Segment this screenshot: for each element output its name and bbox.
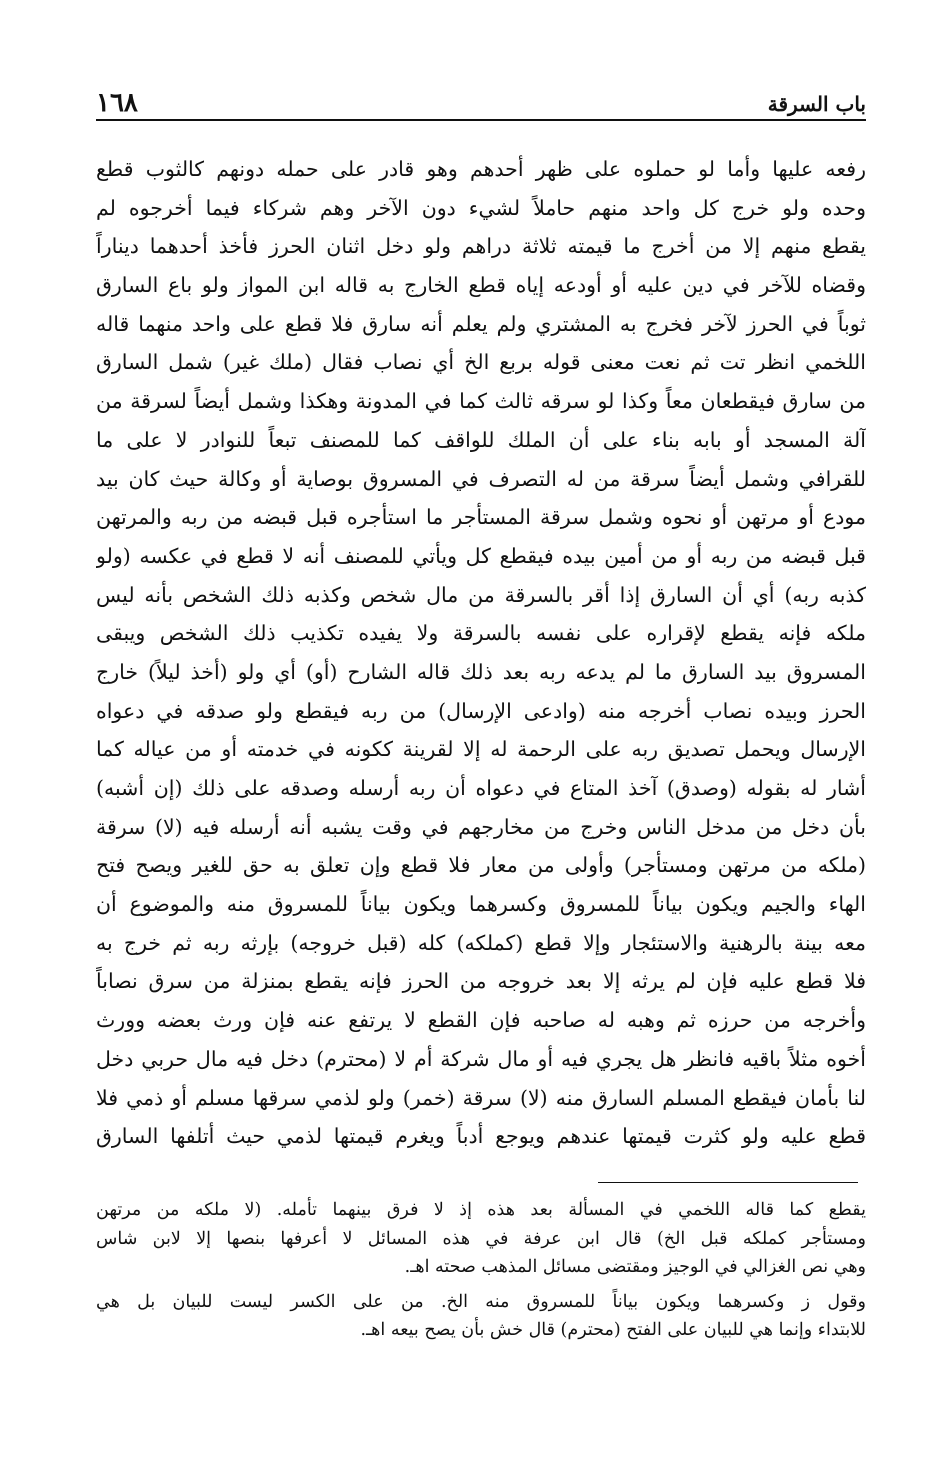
text-line: الحرز وبيده نصاب أخرجه منه (وادعى الإرسال) من ربه فيقطع ولو صدقه في دعواه	[96, 698, 866, 723]
text-line: معه بينة بالرهنية والاستئجار وإلا قطع (كملكه) كله (قبل خروجه) بإرثه ربه ثم خرج به	[96, 930, 866, 955]
page-number: ١٦٨	[96, 88, 138, 118]
text-line: لنا بأمان فيقطع المسلم السارق منه (لا) سرقة (خمر) ولو لذمي سرقها مسلم أو ذمي فلا	[96, 1085, 866, 1110]
text-line: مودع أو مرتهن أو نحوه وشمل سرقة المستأجر ما استأجره قبل قبضه من ربه والمرتهن	[96, 505, 866, 530]
text-line: (ملكه من مرتهن ومستأجر) وأولى من معار فلا قطع وإن تعلق به حق للغير ويصح فتح	[96, 853, 866, 878]
footnotes	[96, 1196, 866, 1351]
text-line: آلة المسجد أو بابه بناء على أن الملك للواقف كما للمصنف تبعاً للنوادر لا على ما	[96, 427, 866, 452]
text-line: وحده ولو خرج كل واحد منهم حاملاً لشيء دون الآخر وهم شركاء فيما أخرجوه لم	[96, 195, 866, 220]
text-line: وأخرجه من حرزه ثم وهبه له صاحبه فإن القطع لا يرتفع عنه فإن ورث بعضه وورث	[96, 1008, 866, 1033]
main-text	[96, 150, 866, 1156]
footnote-line: وقول ز وكسرهما ويكون بياناً للمسروق منه الخ. من على الكسر ليست للبيان بل هي	[96, 1291, 866, 1312]
text-line: ثوباً في الحرز لآخر فخرج به المشتري ولم يعلم أنه سارق فلا قطع على واحد منهما قاله	[96, 311, 866, 336]
text-line: أخوه مثلاً باقيه فانظر هل يجري فيه أو مال شركة أم لا (محترم) دخل فيه مال حربي دخل	[96, 1046, 866, 1071]
text-line: للقرافي وشمل أيضاً سرقة من له التصرف في المسروق بوصاية أو وكالة حيث كان بيد	[96, 466, 866, 491]
header-rule	[96, 119, 866, 121]
text-line: الإرسال ويحمل تصديق ربه على الرحمة له إلا لقرينة ككونه في خدمته أو من عياله كما	[96, 737, 866, 762]
text-line: فلا قطع عليه فإن لم يرثه إلا بعد خروجه من الحرز فإنه يقطع بمنزلة من سرق نصاباً	[96, 969, 866, 994]
text-line: يقطع منهم إلا من أخرج ما قيمته ثلاثة دراهم ولو دخل اثنان الحرز فأخذ أحدهما ديناراً	[96, 234, 866, 259]
footnote-line: للابتداء وإنما هي للبيان على الفتح (محترم) قال خش بأن يصح بيعه اهـ.	[360, 1320, 866, 1340]
text-line: الهاء والجيم ويكون بياناً للمسروق وكسرهما ويكون بياناً للمسروق منه والموضوع أن	[96, 892, 866, 917]
text-line: رفعه عليها وأما لو حملوه على ظهر أحدهم وهو قادر على حمله دونهم كالثوب قطع	[96, 157, 866, 181]
footnote-separator	[598, 1182, 858, 1183]
page-header	[96, 88, 866, 122]
footnote-line: وهي نص الغزالي في الوجيز ومقتضى مسائل المذهب صحته اهـ.	[404, 1257, 866, 1277]
footnote-line: ومستأجر كملكه قبل الخ) قال ابن عرفة في هذه المسائل لا أعرفها بنصها إلا لابن شاس	[96, 1228, 866, 1249]
text-line: المسروق بيد السارق ما لم يدعه ربه بعد ذلك قاله الشارح (أو) أي ولو (أخذ ليلاً) خارج	[96, 659, 866, 684]
text-line: قبل قبضه من ربه أو من أمين بيده فيقطع كل ويأتي للمصنف أنه لا قطع في عكسه (ولو	[96, 543, 866, 568]
footnote-2	[96, 1288, 866, 1345]
text-line: أشار له بقوله (وصدق) آخذ المتاع في دعواه أن ربه أرسله وصدقه على ذلك (إن أشبه)	[96, 776, 866, 800]
footnote-1	[96, 1196, 866, 1282]
text-line: بأن دخل من مدخل الناس وخرج من مخارجهم في وقت يشبه أنه أرسله فيه (لا) سرقة	[96, 814, 866, 839]
text-line: اللخمي انظر تت ثم نعت معنى قوله بربع الخ أي نصاب فقال (ملك غير) شمل السارق	[96, 350, 866, 375]
text-line: من سارق فيقطعان معاً وكذا لو سرقه ثالث كما في المدونة وهكذا وشمل أيضاً لسرقة من	[96, 389, 866, 414]
text-line: قطع عليه ولو كثرت قيمتها عندهم ويوجع أدباً ويغرم قيمتها لذمي حيث أتلفها السارق	[96, 1124, 866, 1149]
text-line: كذبه ربه) أي أن السارق إذا أقر بالسرقة من مال شخص وكذبه ذلك الشخص بأنه ليس	[96, 582, 866, 607]
text-line: وقضاه للآخر في دين عليه أو أودعه إياه قطع الخارج به قاله ابن المواز ولو باع السارق	[96, 273, 866, 298]
footnote-line: يقطع كما قاله اللخمي في المسألة بعد هذه إذ لا فرق بينهما تأمله. (لا ملكه من مرتهن	[96, 1200, 866, 1220]
running-title: باب السرقة	[767, 92, 866, 116]
text-line: ملكه فإنه يقطع لإقراره على نفسه بالسرقة ولا يفيده تكذيب ذلك الشخص ويبقى	[96, 621, 866, 646]
